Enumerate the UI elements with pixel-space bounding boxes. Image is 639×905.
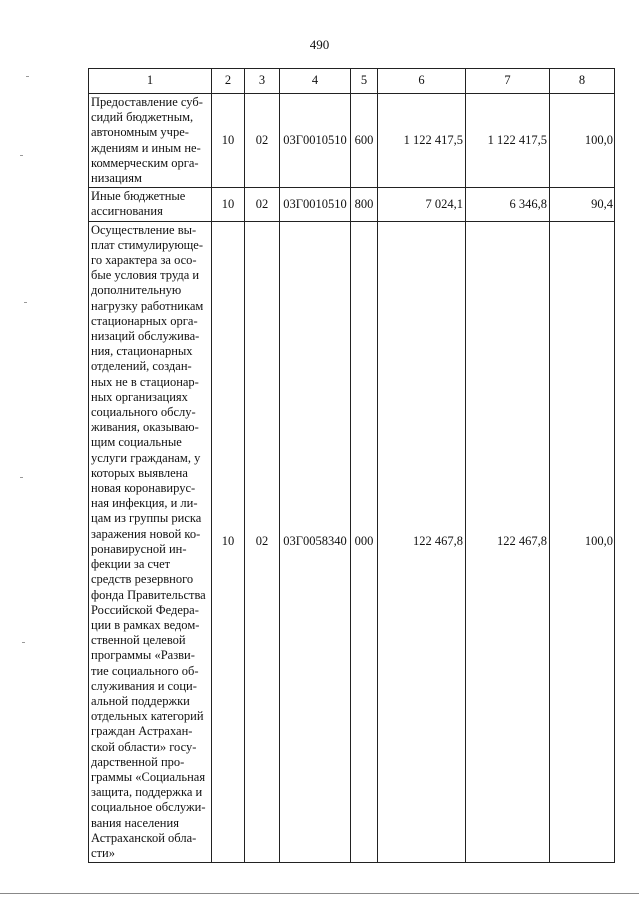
row-name: Иные бюджетные ассигнования	[89, 188, 212, 221]
row-fact: 6 346,8	[466, 188, 550, 221]
row-vr: 000	[351, 221, 378, 863]
row-pr: 02	[245, 188, 280, 221]
row-percent: 100,0	[550, 221, 615, 863]
table-row	[89, 94, 615, 188]
column-header: 1	[89, 69, 212, 94]
table-row	[89, 188, 615, 221]
page-number: 490	[309, 37, 330, 52]
row-rz: 10	[212, 94, 245, 188]
column-header: 8	[550, 69, 615, 94]
table-header-row	[89, 69, 615, 94]
row-fact: 1 122 417,5	[466, 94, 550, 188]
row-pr: 02	[245, 221, 280, 863]
column-header: 5	[351, 69, 378, 94]
row-rz: 10	[212, 221, 245, 863]
column-header: 4	[280, 69, 351, 94]
column-header: 7	[466, 69, 550, 94]
budget-table	[88, 68, 615, 863]
row-vr: 800	[351, 188, 378, 221]
row-name: Предоставление суб- сидий бюджетным, автономным учре- ждениям и иным не- коммерческим орга- низациям	[89, 94, 212, 188]
column-header: 2	[212, 69, 245, 94]
row-plan: 122 467,8	[378, 221, 466, 863]
column-header: 3	[245, 69, 280, 94]
row-pr: 02	[245, 94, 280, 188]
row-vr: 600	[351, 94, 378, 188]
row-plan: 7 024,1	[378, 188, 466, 221]
row-rz: 10	[212, 188, 245, 221]
row-csr: 03Г0058340	[280, 221, 351, 863]
page-bottom-edge	[0, 893, 639, 894]
column-header: 6	[378, 69, 466, 94]
row-percent: 100,0	[550, 94, 615, 188]
row-csr: 03Г0010510	[280, 188, 351, 221]
row-fact: 122 467,8	[466, 221, 550, 863]
row-name: Осуществление вы- плат стимулирующе- го характера за осо- бые условия труда и дополнительную нагрузку работникам стационарных орга- низаций обслужива- ния, стационарных отделений, создан- ных не в стационар- ных организациях социального обслу- живания, оказываю- щим социальные услуги гражданам, у которых выявлена новая коронавирус- ная инфекция, и ли- цам из группы риска заражения новой ко- ронавирусной ин- фекции за счет средств резервного фонда Правительства Российской Федера- ции в рамках ведом- ственной целевой программы «Разви- тие социального об- служивания и соци- альной поддержки отдельных категорий граждан Астрахан- ской области» госу- дарственной про- граммы «Социальная защита, поддержка и социальное обслужи- вания населения Астраханской обла- сти»	[89, 221, 212, 863]
table-row	[89, 221, 615, 863]
row-percent: 90,4	[550, 188, 615, 221]
row-plan: 1 122 417,5	[378, 94, 466, 188]
row-csr: 03Г0010510	[280, 94, 351, 188]
